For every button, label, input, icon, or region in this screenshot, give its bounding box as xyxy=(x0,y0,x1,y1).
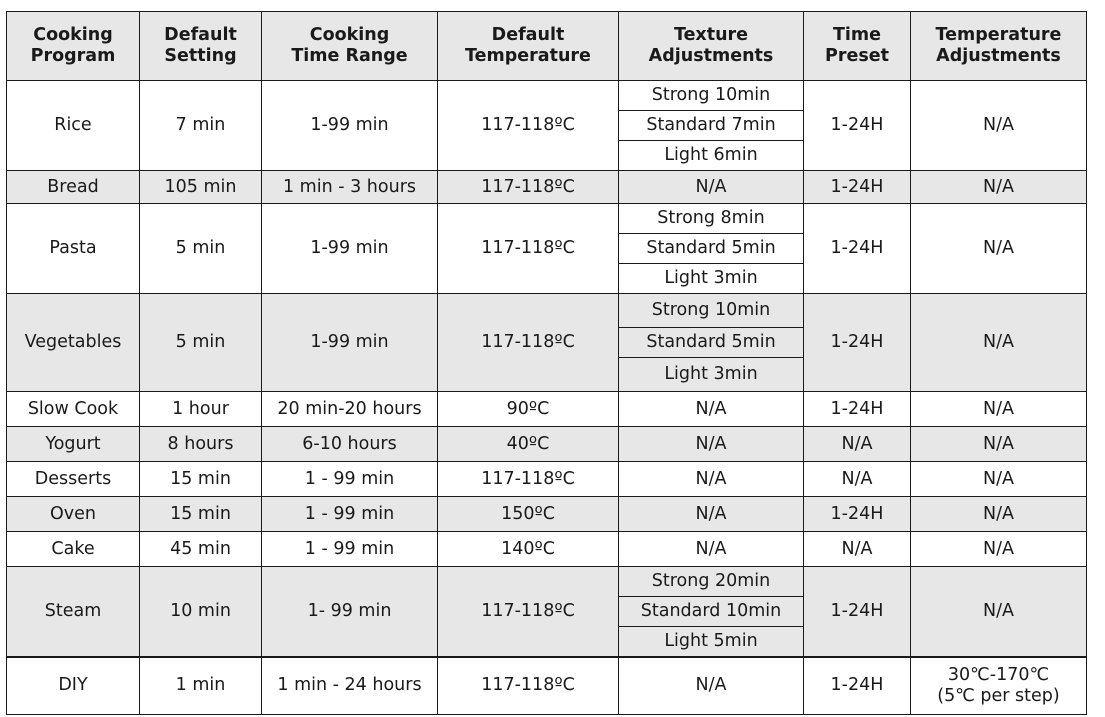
time-preset-cell: 1-24H xyxy=(804,204,911,294)
program-cell: Slow Cook xyxy=(7,392,140,427)
temperature-adjustment-cell: N/A xyxy=(911,81,1087,171)
temperature-cell: 117-118ºC xyxy=(438,567,619,657)
time-range-cell: 1 - 99 min xyxy=(262,532,438,567)
time-range-cell: 1 min - 24 hours xyxy=(262,657,438,715)
table-row xyxy=(7,497,1087,532)
table-body xyxy=(7,81,1087,715)
temperature-adjustment-cell: N/A xyxy=(911,462,1087,497)
default-setting-cell: 15 min xyxy=(140,497,262,532)
texture-cell: N/A xyxy=(619,427,804,462)
table-row xyxy=(7,81,1087,111)
time-range-cell: 1-99 min xyxy=(262,294,438,392)
time-range-cell: 1-99 min xyxy=(262,204,438,294)
texture-cell: Light 3min xyxy=(619,264,804,294)
temperature-adjustment-cell: 30℃-170℃ (5℃ per step) xyxy=(911,657,1087,715)
texture-cell: Light 6min xyxy=(619,141,804,171)
program-cell: Desserts xyxy=(7,462,140,497)
texture-cell: N/A xyxy=(619,171,804,204)
default-setting-cell: 105 min xyxy=(140,171,262,204)
texture-cell: Standard 5min xyxy=(619,328,804,358)
header-temperature-adjustments: Temperature Adjustments xyxy=(911,12,1087,81)
temperature-adjustment-cell: N/A xyxy=(911,532,1087,567)
default-setting-cell: 1 min xyxy=(140,657,262,715)
default-setting-cell: 1 hour xyxy=(140,392,262,427)
time-preset-cell: 1-24H xyxy=(804,497,911,532)
table-row xyxy=(7,567,1087,597)
default-setting-cell: 5 min xyxy=(140,294,262,392)
temperature-cell: 40ºC xyxy=(438,427,619,462)
texture-cell: Strong 20min xyxy=(619,567,804,597)
texture-cell: Standard 5min xyxy=(619,234,804,264)
texture-cell: N/A xyxy=(619,497,804,532)
texture-cell: Strong 10min xyxy=(619,81,804,111)
time-preset-cell: N/A xyxy=(804,427,911,462)
time-preset-cell: N/A xyxy=(804,462,911,497)
temperature-cell: 140ºC xyxy=(438,532,619,567)
texture-cell: Light 5min xyxy=(619,627,804,657)
program-cell: Oven xyxy=(7,497,140,532)
temperature-adjustment-cell: N/A xyxy=(911,204,1087,294)
time-range-cell: 6-10 hours xyxy=(262,427,438,462)
cooking-programs-table xyxy=(6,11,1087,715)
program-cell: DIY xyxy=(7,657,140,715)
default-setting-cell: 8 hours xyxy=(140,427,262,462)
program-cell: Steam xyxy=(7,567,140,657)
header-cooking-program: Cooking Program xyxy=(7,12,140,81)
time-preset-cell: 1-24H xyxy=(804,81,911,171)
time-preset-cell: 1-24H xyxy=(804,171,911,204)
texture-cell: Strong 10min xyxy=(619,294,804,328)
table-row xyxy=(7,532,1087,567)
temperature-cell: 117-118ºC xyxy=(438,81,619,171)
texture-cell: N/A xyxy=(619,392,804,427)
temperature-cell: 117-118ºC xyxy=(438,204,619,294)
time-preset-cell: 1-24H xyxy=(804,567,911,657)
time-range-cell: 1 - 99 min xyxy=(262,462,438,497)
program-cell: Bread xyxy=(7,171,140,204)
time-preset-cell: N/A xyxy=(804,532,911,567)
time-range-cell: 1 - 99 min xyxy=(262,497,438,532)
table-row xyxy=(7,294,1087,328)
default-setting-cell: 15 min xyxy=(140,462,262,497)
texture-cell: Strong 8min xyxy=(619,204,804,234)
header-default-setting: Default Setting xyxy=(140,12,262,81)
table-row xyxy=(7,657,1087,715)
table-row xyxy=(7,427,1087,462)
header-default-temperature: Default Temperature xyxy=(438,12,619,81)
time-range-cell: 1- 99 min xyxy=(262,567,438,657)
time-range-cell: 1 min - 3 hours xyxy=(262,171,438,204)
temperature-cell: 90ºC xyxy=(438,392,619,427)
program-cell: Pasta xyxy=(7,204,140,294)
header-time-preset: Time Preset xyxy=(804,12,911,81)
temperature-cell: 117-118ºC xyxy=(438,462,619,497)
program-cell: Rice xyxy=(7,81,140,171)
temperature-cell: 117-118ºC xyxy=(438,657,619,715)
texture-cell: N/A xyxy=(619,657,804,715)
temperature-adjustment-cell: N/A xyxy=(911,171,1087,204)
texture-cell: Standard 7min xyxy=(619,111,804,141)
temperature-adjustment-cell: N/A xyxy=(911,497,1087,532)
time-range-cell: 20 min-20 hours xyxy=(262,392,438,427)
time-preset-cell: 1-24H xyxy=(804,392,911,427)
default-setting-cell: 5 min xyxy=(140,204,262,294)
texture-cell: N/A xyxy=(619,462,804,497)
temperature-adjustment-cell: N/A xyxy=(911,427,1087,462)
temperature-adjustment-cell: N/A xyxy=(911,567,1087,657)
texture-cell: Standard 10min xyxy=(619,597,804,627)
program-cell: Vegetables xyxy=(7,294,140,392)
program-cell: Cake xyxy=(7,532,140,567)
program-cell: Yogurt xyxy=(7,427,140,462)
header-texture-adjustments: Texture Adjustments xyxy=(619,12,804,81)
header-cooking-time-range: Cooking Time Range xyxy=(262,12,438,81)
table-header xyxy=(7,12,1087,81)
temperature-adjustment-cell: N/A xyxy=(911,294,1087,392)
time-preset-cell: 1-24H xyxy=(804,294,911,392)
texture-cell: Light 3min xyxy=(619,358,804,392)
table-row xyxy=(7,204,1087,234)
default-setting-cell: 10 min xyxy=(140,567,262,657)
texture-cell: N/A xyxy=(619,532,804,567)
default-setting-cell: 45 min xyxy=(140,532,262,567)
temperature-cell: 117-118ºC xyxy=(438,294,619,392)
header-row xyxy=(7,12,1087,81)
temperature-adjustment-cell: N/A xyxy=(911,392,1087,427)
time-range-cell: 1-99 min xyxy=(262,81,438,171)
table-row xyxy=(7,462,1087,497)
temperature-cell: 150ºC xyxy=(438,497,619,532)
table-row xyxy=(7,171,1087,204)
temperature-cell: 117-118ºC xyxy=(438,171,619,204)
cooking-programs-table-wrapper xyxy=(6,11,1087,715)
default-setting-cell: 7 min xyxy=(140,81,262,171)
table-row xyxy=(7,392,1087,427)
time-preset-cell: 1-24H xyxy=(804,657,911,715)
